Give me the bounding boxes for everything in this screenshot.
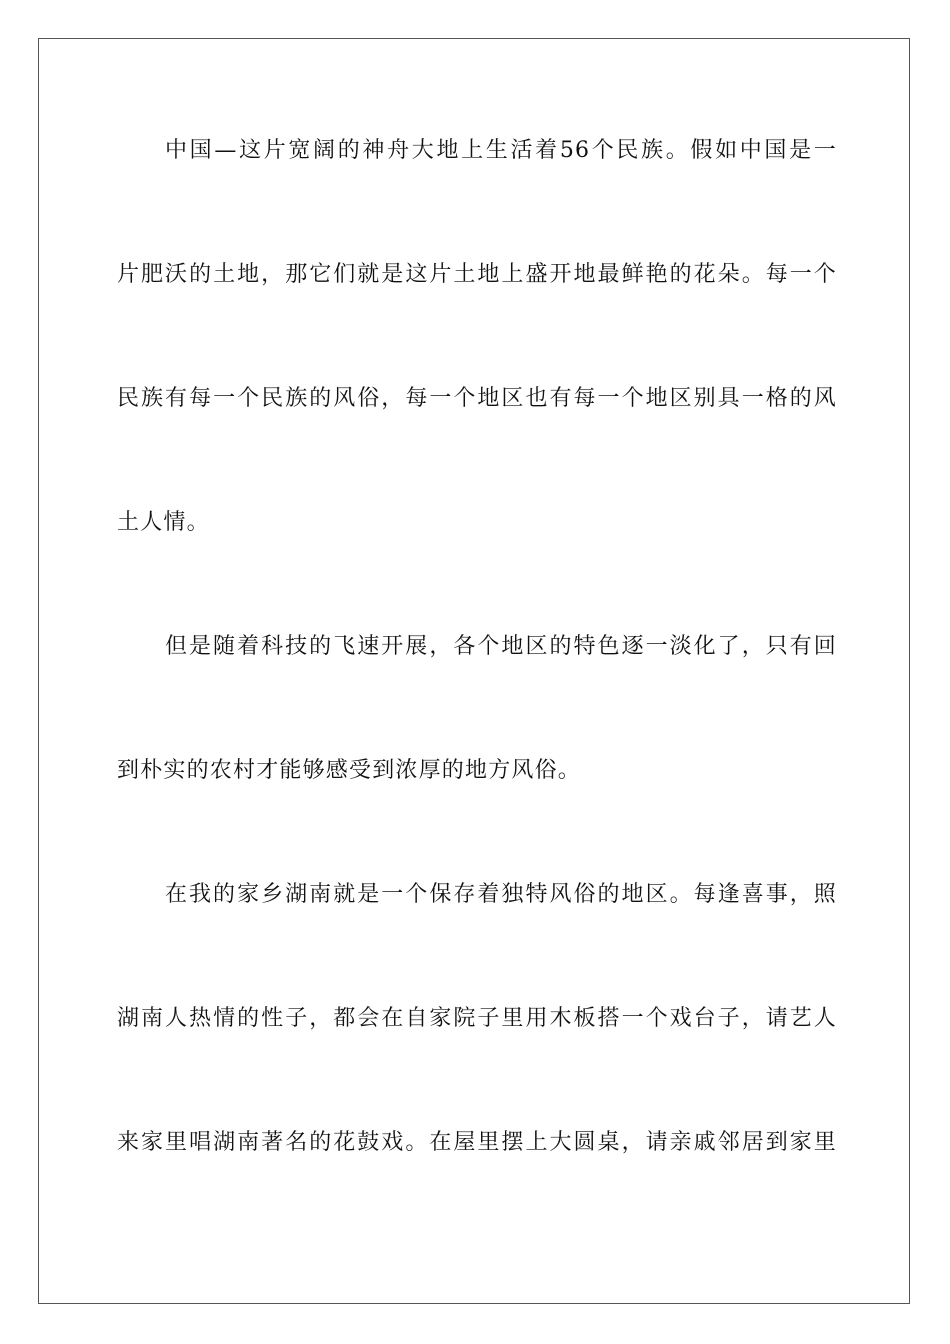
paragraph-2-line-1: 但是随着科技的飞速开展，各个地区的特色逐一淡化了，只有回 xyxy=(165,634,837,659)
paragraph-1-line-3: 民族有每一个民族的风俗，每一个地区也有每一个地区别具一格的风 xyxy=(117,386,837,411)
paragraph-1-line-2: 片肥沃的土地，那它们就是这片土地上盛开地最鲜艳的花朵。每一个 xyxy=(117,262,837,287)
paragraph-1-line-4: 土人情。 xyxy=(117,510,210,535)
paragraph-2-line-2: 到朴实的农村才能够感受到浓厚的地方风俗。 xyxy=(117,758,582,783)
paragraph-3-line-1: 在我的家乡湖南就是一个保存着独特风俗的地区。每逢喜事，照 xyxy=(165,882,837,907)
paragraph-3-line-2: 湖南人热情的性子，都会在自家院子里用木板搭一个戏台子，请艺人 xyxy=(117,1006,837,1031)
page-border xyxy=(38,38,910,1304)
paragraph-3-line-3: 来家里唱湖南著名的花鼓戏。在屋里摆上大圆桌，请亲戚邻居到家里 xyxy=(117,1130,837,1155)
paragraph-1-line-1: 中国—这片宽阔的神舟大地上生活着56个民族。假如中国是一 xyxy=(165,138,837,163)
